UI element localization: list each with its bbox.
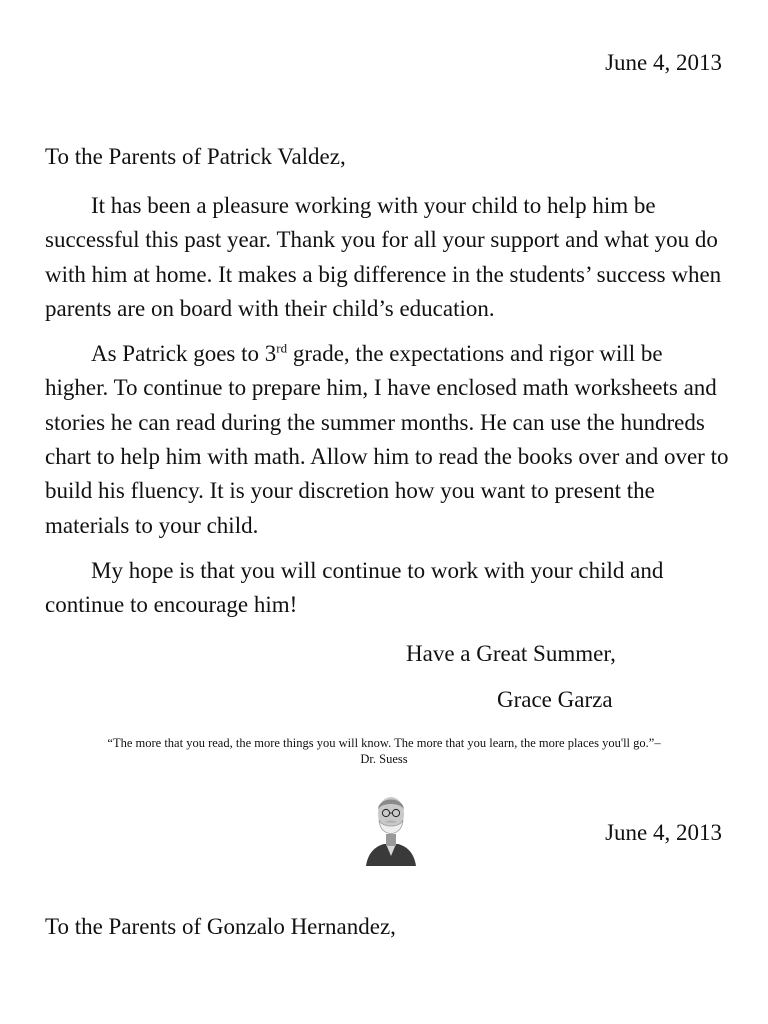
letter-date: June 4, 2013 <box>605 50 722 75</box>
signature: Grace Garza <box>497 687 613 712</box>
salutation-2: To the Parents of Gonzalo Hernandez, <box>45 914 396 939</box>
ordinal-suffix: rd <box>276 340 288 356</box>
quote-text: “The more that you read, the more things you will know. The more that you learn, the more places you'll go.”– <box>107 736 661 750</box>
quote <box>30 735 738 767</box>
paragraph-2 <box>45 337 730 543</box>
portrait-sketch-icon <box>362 790 420 866</box>
paragraph-3: My hope is that you will continue to work with your child and continue to encourage him! <box>45 557 664 618</box>
quote-attribution: Dr. Suess <box>360 752 408 766</box>
paragraph-1: It has been a pleasure working with your child to help him be successful this past year. Thank you for all your support and what you do with him at home. It makes a big difference in the students’ success when parents are on board with their child’s education. <box>45 193 722 321</box>
paragraph-2-start: As Patrick goes to 3 <box>91 341 277 367</box>
letter-body <box>45 189 730 634</box>
letter-date-2: June 4, 2013 <box>605 820 722 845</box>
paragraph-2-rest: grade, the expectations and rigor will be higher. To continue to prepare him, I have enclosed math worksheets and stories he can read during the summer months. He can use the hundreds chart to help him with math. Allow him to read the books over and over to build his fluency. It is your discretion how you want to present the materials to your child. <box>45 341 729 538</box>
salutation: To the Parents of Patrick Valdez, <box>45 144 346 169</box>
closing: Have a Great Summer, <box>406 641 616 666</box>
